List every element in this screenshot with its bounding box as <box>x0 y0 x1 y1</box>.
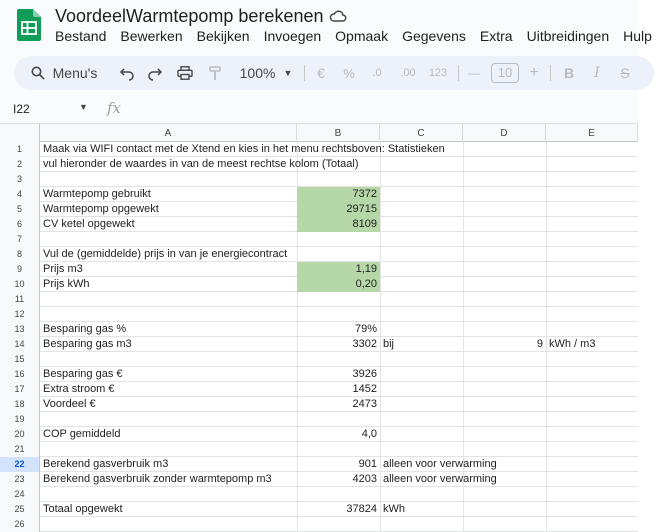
cell-a[interactable]: Besparing gas % <box>43 323 127 335</box>
cell-a[interactable]: Besparing gas m3 <box>43 338 132 350</box>
font-size-value: 10 <box>491 63 519 83</box>
paint-format-icon <box>209 66 221 81</box>
cell-a[interactable]: Berekend gasverbruik m3 <box>43 458 169 470</box>
sheets-logo-icon[interactable] <box>17 9 41 41</box>
row-header[interactable]: 12 <box>0 307 40 322</box>
cell-a[interactable] <box>40 442 297 457</box>
cell-e[interactable] <box>546 472 638 487</box>
table-row <box>0 397 638 412</box>
table-row <box>0 442 638 457</box>
table-row <box>0 172 638 187</box>
cell-d[interactable] <box>463 382 546 397</box>
redo-button[interactable] <box>142 56 168 90</box>
toolbar-area <box>0 52 638 94</box>
cell-c[interactable]: alleen voor verwarming <box>383 473 497 485</box>
row-header[interactable]: 17 <box>0 382 40 397</box>
row-header[interactable]: 8 <box>0 247 40 262</box>
cell-a[interactable] <box>40 412 297 427</box>
column-header-row <box>0 124 638 142</box>
cell-e[interactable] <box>546 262 638 277</box>
cell-b[interactable]: 8109 <box>297 217 380 232</box>
cell-e[interactable] <box>546 187 638 202</box>
row-header[interactable]: 21 <box>0 442 40 457</box>
bold-button[interactable]: B <box>563 65 575 81</box>
currency-format-button[interactable]: € <box>317 65 325 81</box>
select-all-corner[interactable] <box>0 124 40 142</box>
cell-a[interactable] <box>40 172 297 187</box>
table-row <box>0 457 638 472</box>
cell-c[interactable]: alleen voor verwarming <box>383 458 497 470</box>
cell-b[interactable] <box>297 307 380 322</box>
cell-d[interactable] <box>463 442 546 457</box>
cell-d[interactable] <box>463 322 546 337</box>
cell-d[interactable] <box>463 472 546 487</box>
cell-c[interactable] <box>380 397 463 412</box>
cell-d[interactable] <box>463 142 546 157</box>
cell-a[interactable] <box>40 307 297 322</box>
menu-bewerken[interactable]: Bewerken <box>120 28 183 44</box>
paint-format-button[interactable] <box>202 56 228 90</box>
table-row <box>0 247 638 262</box>
cell-a[interactable]: Berekend gasverbruik zonder warmtepomp m3 <box>43 473 272 485</box>
row-header[interactable]: 26 <box>0 517 40 532</box>
table-row <box>0 412 638 427</box>
cell-c[interactable] <box>380 172 463 187</box>
row-header[interactable]: 11 <box>0 292 40 307</box>
italic-button[interactable]: I <box>594 65 600 81</box>
strikethrough-button[interactable]: S <box>620 65 630 81</box>
cell-a[interactable]: Prijs m3 <box>43 263 83 275</box>
table-row <box>0 427 638 442</box>
cell-a[interactable]: Extra stroom € <box>43 383 115 395</box>
row-header[interactable]: 19 <box>0 412 40 427</box>
cell-d[interactable] <box>463 277 546 292</box>
table-row <box>0 157 638 172</box>
cell-e[interactable] <box>546 307 638 322</box>
cell-a[interactable] <box>40 487 297 502</box>
cell-d[interactable]: 9 <box>536 338 543 350</box>
cell-a[interactable] <box>40 517 297 532</box>
search-icon <box>31 66 45 80</box>
cell-c[interactable] <box>380 427 463 442</box>
cell-e[interactable] <box>546 277 638 292</box>
menu-uitbreidingen[interactable]: Uitbreidingen <box>526 28 610 44</box>
cell-b[interactable]: 901 <box>358 458 377 470</box>
cell-d[interactable] <box>463 292 546 307</box>
cell-c[interactable] <box>380 517 463 532</box>
cell-c[interactable] <box>380 442 463 457</box>
undo-icon <box>120 67 134 79</box>
percent-format-button[interactable]: % <box>343 65 355 81</box>
cell-e[interactable] <box>546 457 638 472</box>
cell-b[interactable] <box>297 412 380 427</box>
table-row <box>0 487 638 502</box>
row-header[interactable]: 24 <box>0 487 40 502</box>
table-row <box>0 502 638 517</box>
cell-d[interactable] <box>463 157 546 172</box>
row-header[interactable]: 6 <box>0 217 40 232</box>
cell-d[interactable] <box>463 412 546 427</box>
chevron-down-icon: ▼ <box>283 68 293 78</box>
row-header[interactable]: 16 <box>0 367 40 382</box>
menu-opmaak[interactable]: Opmaak <box>335 28 389 44</box>
cell-c[interactable] <box>380 487 463 502</box>
table-row <box>0 322 638 337</box>
menu-gegevens[interactable]: Gegevens <box>402 28 466 44</box>
cell-d[interactable] <box>463 262 546 277</box>
cell-a[interactable]: CV ketel opgewekt <box>43 218 135 230</box>
cell-d[interactable] <box>463 397 546 412</box>
menu-bekijken[interactable]: Bekijken <box>196 28 250 44</box>
cell-c[interactable] <box>380 382 463 397</box>
cell-e[interactable] <box>546 202 638 217</box>
cell-b[interactable] <box>297 247 380 262</box>
row-header[interactable]: 18 <box>0 397 40 412</box>
redo-icon <box>148 67 162 79</box>
row-header[interactable]: 9 <box>0 262 40 277</box>
fx-icon: fx <box>107 99 122 117</box>
row-header[interactable]: 15 <box>0 352 40 367</box>
cell-b[interactable] <box>297 292 380 307</box>
table-row <box>0 232 638 247</box>
cell-b[interactable]: 3926 <box>352 368 377 380</box>
cell-c[interactable] <box>380 262 463 277</box>
row-header[interactable]: 14 <box>0 337 40 352</box>
cell-e[interactable] <box>546 382 638 397</box>
cell-c[interactable]: kWh <box>383 503 405 515</box>
table-row <box>0 262 638 277</box>
menu-hulp[interactable]: Hulp <box>623 28 652 44</box>
row-header[interactable]: 20 <box>0 427 40 442</box>
cell-c[interactable] <box>380 232 463 247</box>
column-header-c[interactable]: C <box>380 124 463 142</box>
cell-a[interactable]: Totaal opgewekt <box>43 503 123 515</box>
cell-d[interactable] <box>463 487 546 502</box>
cell-d[interactable] <box>463 517 546 532</box>
cell-c[interactable] <box>380 367 463 382</box>
cell-b[interactable] <box>297 487 380 502</box>
cell-b[interactable]: 3302 <box>352 338 377 350</box>
cell-a[interactable]: vul hieronder de waardes in van de meest rechtse kolom (Totaal) <box>43 158 359 170</box>
cell-a[interactable]: Vul de (gemiddelde) prijs in van je energiecontract <box>43 248 288 260</box>
cell-c[interactable] <box>380 292 463 307</box>
column-header-a[interactable]: A <box>40 124 297 142</box>
cell-e[interactable] <box>546 412 638 427</box>
cell-b[interactable] <box>297 157 380 172</box>
cell-a[interactable]: Prijs kWh <box>43 278 90 290</box>
cell-a[interactable]: Warmtepomp gebruikt <box>43 188 151 200</box>
cell-d[interactable] <box>463 427 546 442</box>
table-row <box>0 382 638 397</box>
table-row <box>0 472 638 487</box>
cell-e[interactable] <box>546 367 638 382</box>
row-header[interactable]: 4 <box>0 187 40 202</box>
number-format-button[interactable]: 123 <box>428 67 448 79</box>
cell-c[interactable]: bij <box>383 338 395 350</box>
zoom-select[interactable] <box>234 56 298 90</box>
cloud-saved-icon[interactable] <box>329 8 347 24</box>
cell-e[interactable] <box>546 442 638 457</box>
cell-b[interactable] <box>297 442 380 457</box>
cell-c[interactable] <box>380 412 463 427</box>
cell-e[interactable] <box>546 232 638 247</box>
menu-extra[interactable]: Extra <box>479 28 513 44</box>
search-menus-label: Menu's <box>52 65 98 81</box>
cell-d[interactable] <box>463 202 546 217</box>
cell-a[interactable]: COP gemiddeld <box>43 428 121 440</box>
table-row <box>0 337 638 352</box>
toolbar-divider <box>550 65 551 81</box>
cell-a[interactable]: Besparing gas € <box>43 368 123 380</box>
chevron-down-icon[interactable]: ▼ <box>79 102 88 112</box>
toolbar-divider <box>304 65 305 81</box>
cell-b[interactable]: 4203 <box>352 473 377 485</box>
toolbar-divider <box>458 65 459 81</box>
row-header[interactable]: 1 <box>0 142 40 157</box>
menu-bar <box>55 28 666 44</box>
cell-b[interactable] <box>297 142 380 157</box>
cell-d[interactable] <box>463 457 546 472</box>
cell-b[interactable] <box>297 232 380 247</box>
cell-a[interactable]: Maak via WIFI contact met de Xtend en kies in het menu rechtsboven: Statistieken <box>43 143 445 155</box>
cell-c[interactable] <box>380 277 463 292</box>
font-size-decrease-button[interactable]: — <box>468 66 480 80</box>
cell-d[interactable] <box>463 172 546 187</box>
cell-d[interactable] <box>463 232 546 247</box>
cell-e[interactable] <box>546 487 638 502</box>
cell-c[interactable] <box>380 247 463 262</box>
cell-c[interactable] <box>380 142 463 157</box>
cell-e[interactable] <box>546 352 638 367</box>
cell-e[interactable] <box>546 427 638 442</box>
cell-e[interactable] <box>546 502 638 517</box>
formula-bar <box>0 94 638 124</box>
cell-b[interactable]: 1452 <box>352 383 377 395</box>
cell-a[interactable] <box>40 232 297 247</box>
column-header-d[interactable]: D <box>463 124 546 142</box>
cell-b[interactable]: 79% <box>354 323 377 335</box>
cell-a[interactable]: Voordeel € <box>43 398 96 410</box>
cell-c[interactable] <box>380 187 463 202</box>
cell-b[interactable]: 0,20 <box>297 277 380 292</box>
column-header-e[interactable]: E <box>546 124 638 142</box>
cell-b[interactable]: 4,0 <box>361 428 377 440</box>
cell-b[interactable]: 1,19 <box>297 262 380 277</box>
cell-e[interactable] <box>546 217 638 232</box>
row-header[interactable]: 13 <box>0 322 40 337</box>
search-menus-button[interactable] <box>26 56 102 90</box>
decrease-decimals-button[interactable]: .0 <box>372 67 382 79</box>
cell-b[interactable] <box>297 517 380 532</box>
column-header-b[interactable]: B <box>297 124 380 142</box>
app-header <box>0 0 652 52</box>
cell-a[interactable] <box>40 292 297 307</box>
row-header[interactable]: 25 <box>0 502 40 517</box>
cell-e[interactable] <box>546 517 638 532</box>
cell-e[interactable]: kWh / m3 <box>549 338 596 350</box>
cell-b[interactable]: 37824 <box>346 503 377 515</box>
cell-e[interactable] <box>546 142 638 157</box>
cell-c[interactable] <box>380 322 463 337</box>
cell-b[interactable] <box>297 352 380 367</box>
cell-b[interactable] <box>297 172 380 187</box>
toolbar <box>14 56 654 90</box>
cell-e[interactable] <box>546 172 638 187</box>
table-row <box>0 292 638 307</box>
increase-decimals-button[interactable]: .00 <box>400 67 416 79</box>
menu-bestand[interactable]: Bestand <box>55 28 107 44</box>
table-row <box>0 367 638 382</box>
table-row <box>0 277 638 292</box>
row-header[interactable]: 5 <box>0 202 40 217</box>
cell-c[interactable] <box>380 307 463 322</box>
undo-button[interactable] <box>114 56 140 90</box>
cell-b[interactable]: 29715 <box>297 202 380 217</box>
font-size-field[interactable] <box>490 56 520 90</box>
cell-e[interactable] <box>546 292 638 307</box>
table-row <box>0 187 638 202</box>
cell-a[interactable] <box>40 352 297 367</box>
cell-c[interactable] <box>380 202 463 217</box>
cell-c[interactable] <box>380 217 463 232</box>
row-header[interactable]: 7 <box>0 232 40 247</box>
font-size-increase-button[interactable]: + <box>529 64 539 81</box>
print-button[interactable] <box>172 56 198 90</box>
row-header[interactable]: 23 <box>0 472 40 487</box>
cell-b[interactable]: 2473 <box>352 398 377 410</box>
table-row <box>0 307 638 322</box>
cell-c[interactable] <box>380 352 463 367</box>
row-header[interactable]: 2 <box>0 157 40 172</box>
cell-e[interactable] <box>546 247 638 262</box>
cell-d[interactable] <box>463 217 546 232</box>
cell-d[interactable] <box>463 187 546 202</box>
row-header[interactable]: 3 <box>0 172 40 187</box>
cell-a[interactable]: Warmtepomp opgewekt <box>43 203 159 215</box>
row-header[interactable]: 10 <box>0 277 40 292</box>
cell-c[interactable] <box>380 157 463 172</box>
menu-invoegen[interactable]: Invoegen <box>263 28 322 44</box>
row-header[interactable]: 22 <box>0 457 40 472</box>
cell-d[interactable] <box>463 367 546 382</box>
table-row <box>0 202 638 217</box>
table-row <box>0 352 638 367</box>
cell-e[interactable] <box>546 322 638 337</box>
table-row <box>0 517 638 532</box>
cell-b[interactable]: 7372 <box>297 187 380 202</box>
cell-d[interactable] <box>463 247 546 262</box>
print-icon <box>177 66 193 80</box>
table-row <box>0 217 638 232</box>
cell-d[interactable] <box>463 307 546 322</box>
cell-d[interactable] <box>463 502 546 517</box>
cell-e[interactable] <box>546 157 638 172</box>
document-title[interactable]: VoordeelWarmtepomp berekenen <box>55 6 324 26</box>
spreadsheet-grid[interactable] <box>0 124 638 532</box>
cell-e[interactable] <box>546 397 638 412</box>
zoom-value: 100% <box>239 65 276 81</box>
cell-d[interactable] <box>463 352 546 367</box>
name-box[interactable]: I22 <box>13 102 30 116</box>
table-row <box>0 142 638 157</box>
